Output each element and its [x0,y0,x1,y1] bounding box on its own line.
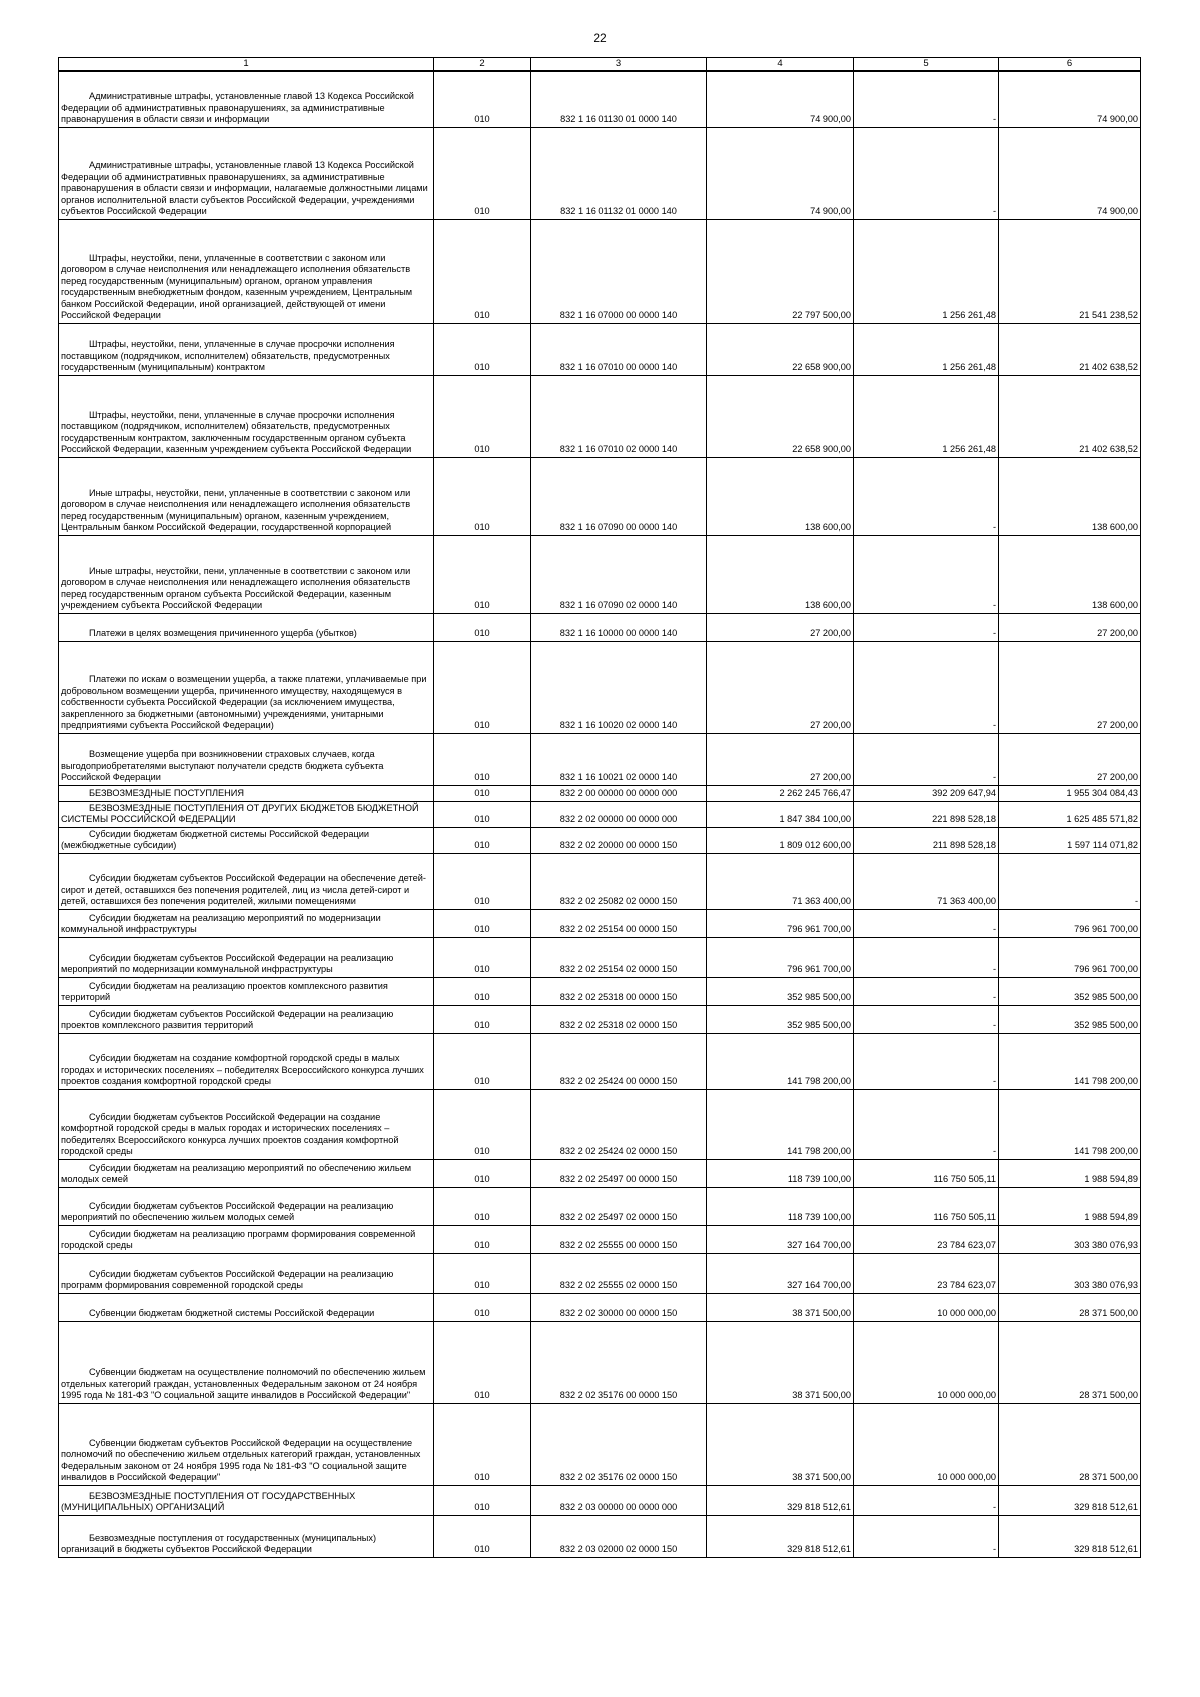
row-name [59,977,434,1005]
row-kbk: 832 1 16 07010 00 0000 140 [531,323,707,375]
row-name [59,785,434,801]
row-code: 010 [434,1225,531,1253]
row-name-text: Субсидии бюджетам субъектов Российской Федерации на реализацию программ формирования современной городской среды [61,1268,394,1291]
row-name-text: Субсидии бюджетам субъектов Российской Федерации на реализацию мероприятий по модернизации коммунальной инфраструктуры [61,952,394,975]
row-name-text: БЕЗВОЗМЕЗДНЫЕ ПОСТУПЛЕНИЯ ОТ ГОСУДАРСТВЕННЫХ (МУНИЦИПАЛЬНЫХ) ОРГАНИЗАЦИЙ [61,1490,356,1513]
row-code: 010 [434,323,531,375]
row-value-col6: 21 402 638,52 [999,323,1141,375]
row-kbk: 832 2 03 00000 00 0000 000 [531,1485,707,1515]
row-value-col6: 796 961 700,00 [999,937,1141,977]
row-value-col5: 116 750 505,11 [854,1187,999,1225]
row-name [59,1485,434,1515]
row-kbk: 832 2 00 00000 00 0000 000 [531,785,707,801]
row-name [59,1293,434,1321]
row-kbk: 832 2 02 25318 02 0000 150 [531,1005,707,1033]
row-value-col4: 1 847 384 100,00 [707,801,854,827]
row-value-col4: 27 200,00 [707,733,854,785]
row-value-col6: 352 985 500,00 [999,977,1141,1005]
row-value-col5: - [854,909,999,937]
row-name [59,1225,434,1253]
row-kbk: 832 2 02 25497 00 0000 150 [531,1159,707,1187]
row-name-text: Субсидии бюджетам субъектов Российской Федерации на обеспечение детей-сирот и детей, оставшихся без попечения родителей, лиц из числа детей-сирот и детей, оставшихся без попечения родителей, жилыми помещениями [61,873,426,907]
table-row [59,827,1141,853]
row-name [59,127,434,219]
row-name [59,853,434,909]
row-kbk: 832 2 02 25424 02 0000 150 [531,1089,707,1159]
row-name [59,1159,434,1187]
row-name-text: Субсидии бюджетам бюджетной системы Российской Федерации (межбюджетные субсидии) [61,828,369,851]
row-code: 010 [434,1005,531,1033]
row-code: 010 [434,1321,531,1403]
column-header: 1 [59,58,434,72]
row-name [59,641,434,733]
row-code: 010 [434,827,531,853]
page-number: 22 [593,31,607,45]
table-row [59,1403,1141,1485]
row-value-col5: 221 898 528,18 [854,801,999,827]
row-value-col5: 10 000 000,00 [854,1403,999,1485]
row-value-col4: 796 961 700,00 [707,937,854,977]
row-name [59,457,434,535]
row-name-text: Административные штрафы, установленные главой 13 Кодекса Российской Федерации об административных правонарушениях, за административные правонарушения в области связи и информации [61,91,414,125]
table-row [59,909,1141,937]
table-row [59,1225,1141,1253]
row-name-text: Штрафы, неустойки, пени, уплаченные в случае просрочки исполнения поставщиком (подрядчиком, исполнителем) обязательств, предусмотренных государственным контрактом, заключенным государственным органом субъекта Российской Федерации, казенным учреждением субъекта Российской Федерации [61,409,412,455]
row-value-col4: 27 200,00 [707,613,854,641]
row-value-col6: 1 597 114 071,82 [999,827,1141,853]
table-row [59,1089,1141,1159]
row-value-col6: 1 625 485 571,82 [999,801,1141,827]
row-value-col6: 74 900,00 [999,127,1141,219]
row-value-col4: 352 985 500,00 [707,977,854,1005]
row-value-col6: 141 798 200,00 [999,1089,1141,1159]
row-value-col6: 21 402 638,52 [999,375,1141,457]
row-kbk: 832 2 02 25497 02 0000 150 [531,1187,707,1225]
row-value-col5: - [854,71,999,127]
row-kbk: 832 2 02 25154 00 0000 150 [531,909,707,937]
row-value-col5: - [854,1485,999,1515]
row-value-col6: 1 988 594,89 [999,1187,1141,1225]
row-name-text: Субсидии бюджетам на реализацию мероприятий по обеспечению жильем молодых семей [61,1162,412,1185]
table-row [59,1033,1141,1089]
row-value-col4: 22 658 900,00 [707,323,854,375]
row-value-col4: 138 600,00 [707,457,854,535]
row-name [59,71,434,127]
row-name-text: Платежи в целях возмещения причиненного ущерба (убытков) [89,628,357,639]
column-header: 4 [707,58,854,72]
row-kbk: 832 1 16 07090 02 0000 140 [531,535,707,613]
table-row [59,219,1141,323]
row-code: 010 [434,733,531,785]
row-name [59,1515,434,1557]
row-name-text: Субсидии бюджетам субъектов Российской Федерации на реализацию проектов комплексного развития территорий [61,1008,394,1031]
row-value-col5: - [854,457,999,535]
row-kbk: 832 1 16 10020 02 0000 140 [531,641,707,733]
row-value-col5: 10 000 000,00 [854,1293,999,1321]
row-name-text: БЕЗВОЗМЕЗДНЫЕ ПОСТУПЛЕНИЯ [89,788,244,799]
row-name [59,1321,434,1403]
row-value-col6: 27 200,00 [999,733,1141,785]
row-value-col5: - [854,127,999,219]
row-value-col6: 28 371 500,00 [999,1403,1141,1485]
row-name-text: Субсидии бюджетам на реализацию мероприятий по модернизации коммунальной инфраструктуры [61,912,381,935]
row-value-col5: 1 256 261,48 [854,375,999,457]
row-name [59,535,434,613]
row-name [59,1033,434,1089]
row-kbk: 832 2 02 35176 02 0000 150 [531,1403,707,1485]
table-row [59,1005,1141,1033]
row-value-col4: 329 818 512,61 [707,1485,854,1515]
row-value-col6: 74 900,00 [999,71,1141,127]
row-value-col6: 27 200,00 [999,613,1141,641]
row-value-col5: 10 000 000,00 [854,1321,999,1403]
table-row [59,457,1141,535]
row-value-col6: 303 380 076,93 [999,1253,1141,1293]
row-name [59,1187,434,1225]
row-code: 010 [434,1403,531,1485]
row-name-text: Возмещение ущерба при возникновении страховых случаев, когда выгодоприобретателями выступают получатели средств бюджета субъекта Российской Федерации [61,749,384,783]
row-name-text: Безвозмездные поступления от государственных (муниципальных) организаций в бюджеты субъектов Российской Федерации [61,1532,377,1555]
row-name-text: Субсидии бюджетам на создание комфортной городской среды в малых городах и исторических поселениях – победителях Всероссийского конкурса лучших проектов создания комфортной городской среды [61,1053,424,1087]
column-header: 5 [854,58,999,72]
row-value-col4: 141 798 200,00 [707,1089,854,1159]
row-name [59,909,434,937]
row-value-col4: 1 809 012 600,00 [707,827,854,853]
table-row [59,71,1141,127]
row-value-col4: 327 164 700,00 [707,1253,854,1293]
table-row [59,375,1141,457]
table-row [59,535,1141,613]
row-kbk: 832 1 16 07000 00 0000 140 [531,219,707,323]
row-code: 010 [434,801,531,827]
row-code: 010 [434,977,531,1005]
table-row [59,1293,1141,1321]
row-name [59,375,434,457]
row-name [59,937,434,977]
row-kbk: 832 2 02 25154 02 0000 150 [531,937,707,977]
table-row [59,1321,1141,1403]
row-value-col6: 28 371 500,00 [999,1293,1141,1321]
row-value-col5: - [854,733,999,785]
row-value-col6: 138 600,00 [999,457,1141,535]
row-value-col6: 796 961 700,00 [999,909,1141,937]
row-code: 010 [434,1293,531,1321]
table-row [59,613,1141,641]
row-code: 010 [434,1187,531,1225]
row-kbk: 832 2 03 02000 02 0000 150 [531,1515,707,1557]
row-value-col6: 138 600,00 [999,535,1141,613]
row-name-text: Административные штрафы, установленные главой 13 Кодекса Российской Федерации об административных правонарушениях, за административные правонарушения в области связи и информации, налагаемые должностными лицами органов исполнительной власти субъектов Российской Федерации, учреждениями субъектов Российской Федерации [61,160,428,217]
row-value-col4: 329 818 512,61 [707,1515,854,1557]
row-name-text: Штрафы, неустойки, пени, уплаченные в случае просрочки исполнения поставщиком (подрядчиком, исполнителем) обязательств, предусмотренных государственным (муниципальным) контрактом [61,339,395,373]
row-value-col6: 329 818 512,61 [999,1515,1141,1557]
row-value-col6: 21 541 238,52 [999,219,1141,323]
table-row [59,1485,1141,1515]
row-code: 010 [434,127,531,219]
row-name [59,1403,434,1485]
row-kbk: 832 2 02 25318 00 0000 150 [531,977,707,1005]
row-kbk: 832 1 16 07010 02 0000 140 [531,375,707,457]
row-kbk: 832 2 02 20000 00 0000 150 [531,827,707,853]
row-name [59,1089,434,1159]
row-name [59,1005,434,1033]
row-value-col6: 329 818 512,61 [999,1485,1141,1515]
row-value-col5: - [854,641,999,733]
column-header: 2 [434,58,531,72]
row-value-col5: 71 363 400,00 [854,853,999,909]
row-name-text: Субвенции бюджетам субъектов Российской Федерации на осуществление полномочий по обеспечению жильем отдельных категорий граждан, установленных Федеральным законом от 24 ноября 1995 года № 181-ФЗ "О социальной защите инвалидов в Российской Федерации" [61,1437,421,1483]
table-row [59,785,1141,801]
row-code: 010 [434,457,531,535]
row-value-col4: 796 961 700,00 [707,909,854,937]
row-value-col6: 352 985 500,00 [999,1005,1141,1033]
table-row [59,1515,1141,1557]
table-row [59,977,1141,1005]
row-code: 010 [434,219,531,323]
row-name-text: Субсидии бюджетам на реализацию проектов комплексного развития территорий [61,980,388,1003]
row-value-col6: 303 380 076,93 [999,1225,1141,1253]
row-name [59,801,434,827]
row-name-text: Субсидии бюджетам на реализацию программ формирования современной городской среды [61,1228,416,1251]
row-name [59,613,434,641]
column-header: 6 [999,58,1141,72]
row-name-text: БЕЗВОЗМЕЗДНЫЕ ПОСТУПЛЕНИЯ ОТ ДРУГИХ БЮДЖЕТОВ БЮДЖЕТНОЙ СИСТЕМЫ РОССИЙСКОЙ ФЕДЕРАЦИИ [61,802,419,825]
row-code: 010 [434,1089,531,1159]
row-code: 010 [434,853,531,909]
row-code: 010 [434,535,531,613]
row-value-col5: 23 784 623,07 [854,1225,999,1253]
row-code: 010 [434,1485,531,1515]
row-code: 010 [434,71,531,127]
row-value-col4: 74 900,00 [707,71,854,127]
budget-table [58,57,1141,1558]
row-kbk: 832 2 02 25424 00 0000 150 [531,1033,707,1089]
row-kbk: 832 1 16 01130 01 0000 140 [531,71,707,127]
row-value-col5: - [854,937,999,977]
row-value-col4: 27 200,00 [707,641,854,733]
row-value-col5: 211 898 528,18 [854,827,999,853]
row-name-text: Платежи по искам о возмещении ущерба, а также платежи, уплачиваемые при добровольном возмещении ущерба, причиненного имуществу, находящемуся в собственности субъекта Российской Федерации (за исключением имущества, закрепленного за бюджетными (автономными) учреждениями, унитарными предприятиями субъекта Российской Федерации) [61,674,427,731]
row-name-text: Субсидии бюджетам субъектов Российской Федерации на реализацию мероприятий по обеспечению жильем молодых семей [61,1200,394,1223]
row-code: 010 [434,909,531,937]
row-name-text: Субвенции бюджетам бюджетной системы Российской Федерации [89,1308,375,1319]
table-row [59,1187,1141,1225]
row-value-col5: 1 256 261,48 [854,219,999,323]
row-kbk: 832 2 02 00000 00 0000 000 [531,801,707,827]
row-name-text: Иные штрафы, неустойки, пени, уплаченные в соответствии с законом или договором в случае неисполнения или ненадлежащего исполнения обязательств перед государственным органом субъекта Российской Федерации, казенным учреждением субъекта Российской Федерации [61,565,411,611]
row-value-col4: 38 371 500,00 [707,1321,854,1403]
row-name-text: Иные штрафы, неустойки, пени, уплаченные в соответствии с законом или договором в случае неисполнения или ненадлежащего исполнения обязательств перед государственным (муниципальным) органом, казенным учреждением, Центральным банком Российской Федерации, государственной корпорацией [61,487,411,533]
table-row [59,733,1141,785]
table-row [59,127,1141,219]
row-kbk: 832 2 02 35176 00 0000 150 [531,1321,707,1403]
row-value-col5: - [854,1515,999,1557]
row-value-col5: - [854,1033,999,1089]
row-value-col5: - [854,613,999,641]
table-row [59,937,1141,977]
row-value-col4: 138 600,00 [707,535,854,613]
row-value-col6: 1 988 594,89 [999,1159,1141,1187]
row-kbk: 832 2 02 25555 02 0000 150 [531,1253,707,1293]
column-number-row [59,58,1141,72]
row-code: 010 [434,1033,531,1089]
row-code: 010 [434,1253,531,1293]
row-value-col5: - [854,977,999,1005]
row-value-col5: 1 256 261,48 [854,323,999,375]
row-value-col4: 352 985 500,00 [707,1005,854,1033]
row-value-col6: 141 798 200,00 [999,1033,1141,1089]
row-value-col6: - [999,853,1141,909]
row-code: 010 [434,613,531,641]
column-header: 3 [531,58,707,72]
row-name [59,733,434,785]
row-value-col5: 116 750 505,11 [854,1159,999,1187]
row-value-col4: 2 262 245 766,47 [707,785,854,801]
row-kbk: 832 1 16 07090 00 0000 140 [531,457,707,535]
row-kbk: 832 2 02 30000 00 0000 150 [531,1293,707,1321]
row-value-col6: 28 371 500,00 [999,1321,1141,1403]
table-row [59,323,1141,375]
table-row [59,1159,1141,1187]
row-value-col6: 27 200,00 [999,641,1141,733]
row-value-col5: 23 784 623,07 [854,1253,999,1293]
row-name [59,219,434,323]
row-value-col5: - [854,1005,999,1033]
table-row [59,853,1141,909]
row-kbk: 832 1 16 01132 01 0000 140 [531,127,707,219]
row-value-col4: 38 371 500,00 [707,1403,854,1485]
row-value-col4: 38 371 500,00 [707,1293,854,1321]
table-row [59,641,1141,733]
row-name-text: Субвенции бюджетам на осуществление полномочий по обеспечению жильем отдельных категорий граждан, установленных Федеральным законом от 24 ноября 1995 года № 181-ФЗ "О социальной защите инвалидов в Российской Федерации" [61,1367,426,1401]
row-name-text: Субсидии бюджетам субъектов Российской Федерации на создание комфортной городской среды в малых городах и исторических поселениях – победителях Всероссийского конкурса лучших проектов создания комфортной городской среды [61,1111,399,1157]
row-value-col5: - [854,1089,999,1159]
row-value-col4: 118 739 100,00 [707,1159,854,1187]
row-code: 010 [434,641,531,733]
row-kbk: 832 2 02 25082 02 0000 150 [531,853,707,909]
row-code: 010 [434,1159,531,1187]
row-name [59,323,434,375]
row-value-col4: 327 164 700,00 [707,1225,854,1253]
row-value-col4: 22 797 500,00 [707,219,854,323]
row-kbk: 832 1 16 10000 00 0000 140 [531,613,707,641]
row-value-col4: 118 739 100,00 [707,1187,854,1225]
row-value-col4: 141 798 200,00 [707,1033,854,1089]
row-value-col6: 1 955 304 084,43 [999,785,1141,801]
row-name-text: Штрафы, неустойки, пени, уплаченные в соответствии с законом или договором в случае неисполнения или ненадлежащего исполнения обязательств перед государственным (муниципальным) органом, органом управления государственным внебюджетным фондом, казенным учреждением, Центральным банком Российской Федерации, иной организацией, действующей от имени Российской Федерации [61,253,413,321]
row-value-col4: 71 363 400,00 [707,853,854,909]
table-body [59,71,1141,1557]
row-value-col4: 22 658 900,00 [707,375,854,457]
row-value-col5: - [854,535,999,613]
row-name [59,827,434,853]
row-code: 010 [434,1515,531,1557]
table-row [59,801,1141,827]
row-kbk: 832 1 16 10021 02 0000 140 [531,733,707,785]
row-value-col4: 74 900,00 [707,127,854,219]
row-code: 010 [434,375,531,457]
row-kbk: 832 2 02 25555 00 0000 150 [531,1225,707,1253]
row-value-col5: 392 209 647,94 [854,785,999,801]
row-code: 010 [434,785,531,801]
row-code: 010 [434,937,531,977]
table-row [59,1253,1141,1293]
row-name [59,1253,434,1293]
